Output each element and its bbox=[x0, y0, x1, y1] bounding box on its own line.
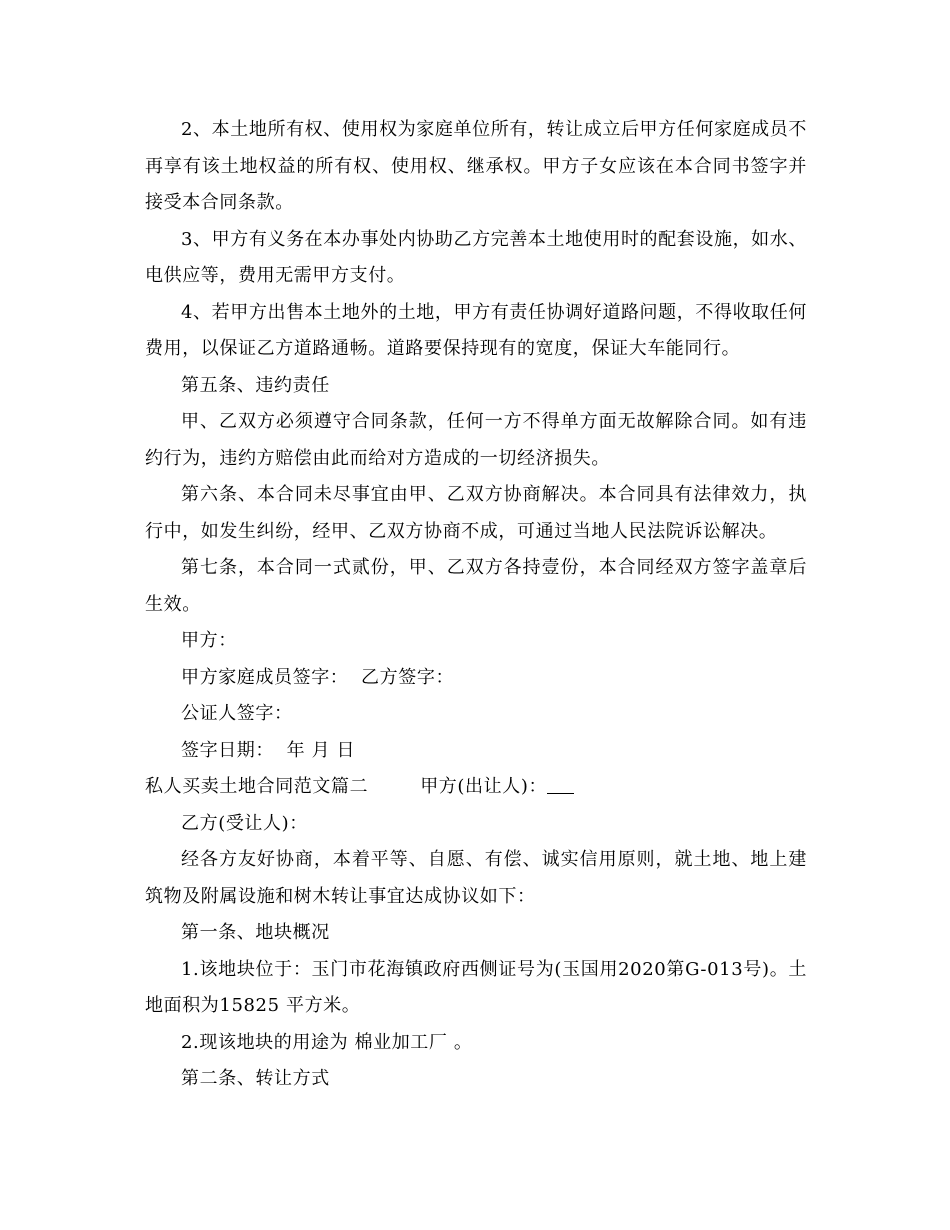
party-b-buyer-label: 乙方(受让人)： bbox=[181, 812, 308, 834]
party-a-seller-label: 甲方(出让人)： bbox=[420, 776, 548, 797]
signature-party-a: 甲方： bbox=[181, 630, 237, 651]
section-heading-line bbox=[145, 769, 807, 806]
party-a-blank-line bbox=[547, 775, 574, 794]
heading-article-1: 第一条、地块概况 bbox=[181, 922, 330, 943]
signature-date: 签字日期： 年 月 日 bbox=[181, 739, 356, 761]
paragraph-article-7: 第七条，本合同一式贰份，甲、乙双方各持壹份，本合同经双方签字盖章后生效。 bbox=[145, 557, 807, 615]
paragraph-plot-location: 1.该地块位于：玉门市花海镇政府西侧证号为(玉国用2020第G-013号)。土地面积为15825 平方米。 bbox=[145, 958, 807, 1016]
paragraph-article-6: 第六条、本合同未尽事宜由甲、乙双方协商解决。本合同具有法律效力，执行中，如发生纠纷，经甲、乙双方协商不成，可通过当地人民法院诉讼解决。 bbox=[145, 484, 807, 542]
signature-notary: 公证人签字： bbox=[181, 703, 293, 724]
paragraph-agreement-intro: 经各方友好协商，本着平等、自愿、有偿、诚实信用原则，就土地、地上建筑物及附属设施和树木转让事宜达成协议如下： bbox=[145, 849, 807, 907]
heading-article-5: 第五条、违约责任 bbox=[181, 374, 330, 396]
paragraph-facilities-clause: 3、甲方有义务在本办事处内协助乙方完善本土地使用时的配套设施，如水、电供应等，费用无需甲方支付。 bbox=[145, 228, 807, 286]
paragraph-plot-usage: 2.现该地块的用途为 棉业加工厂 。 bbox=[181, 1031, 473, 1053]
signature-family-and-party-b: 甲方家庭成员签字： 乙方签字： bbox=[181, 666, 455, 688]
paragraph-breach-liability: 甲、乙双方必须遵守合同条款，任何一方不得单方面无故解除合同。如有违约行为，违约方赔偿由此而给对方造成的一切经济损失。 bbox=[145, 411, 807, 469]
section-title: 私人买卖土地合同范文篇二 bbox=[145, 776, 369, 797]
paragraph-ownership-clause: 2、本土地所有权、使用权为家庭单位所有，转让成立后甲方任何家庭成员不再享有该土地权益的所有权、使用权、继承权。甲方子女应该在本合同书签字并接受本合同条款。 bbox=[145, 119, 807, 213]
paragraph-road-clause: 4、若甲方出售本土地外的土地，甲方有责任协调好道路问题，不得收取任何费用，以保证乙方道路通畅。道路要保持现有的宽度，保证大车能同行。 bbox=[145, 301, 807, 359]
document-page bbox=[145, 112, 807, 1098]
heading-article-2: 第二条、转让方式 bbox=[181, 1068, 330, 1089]
